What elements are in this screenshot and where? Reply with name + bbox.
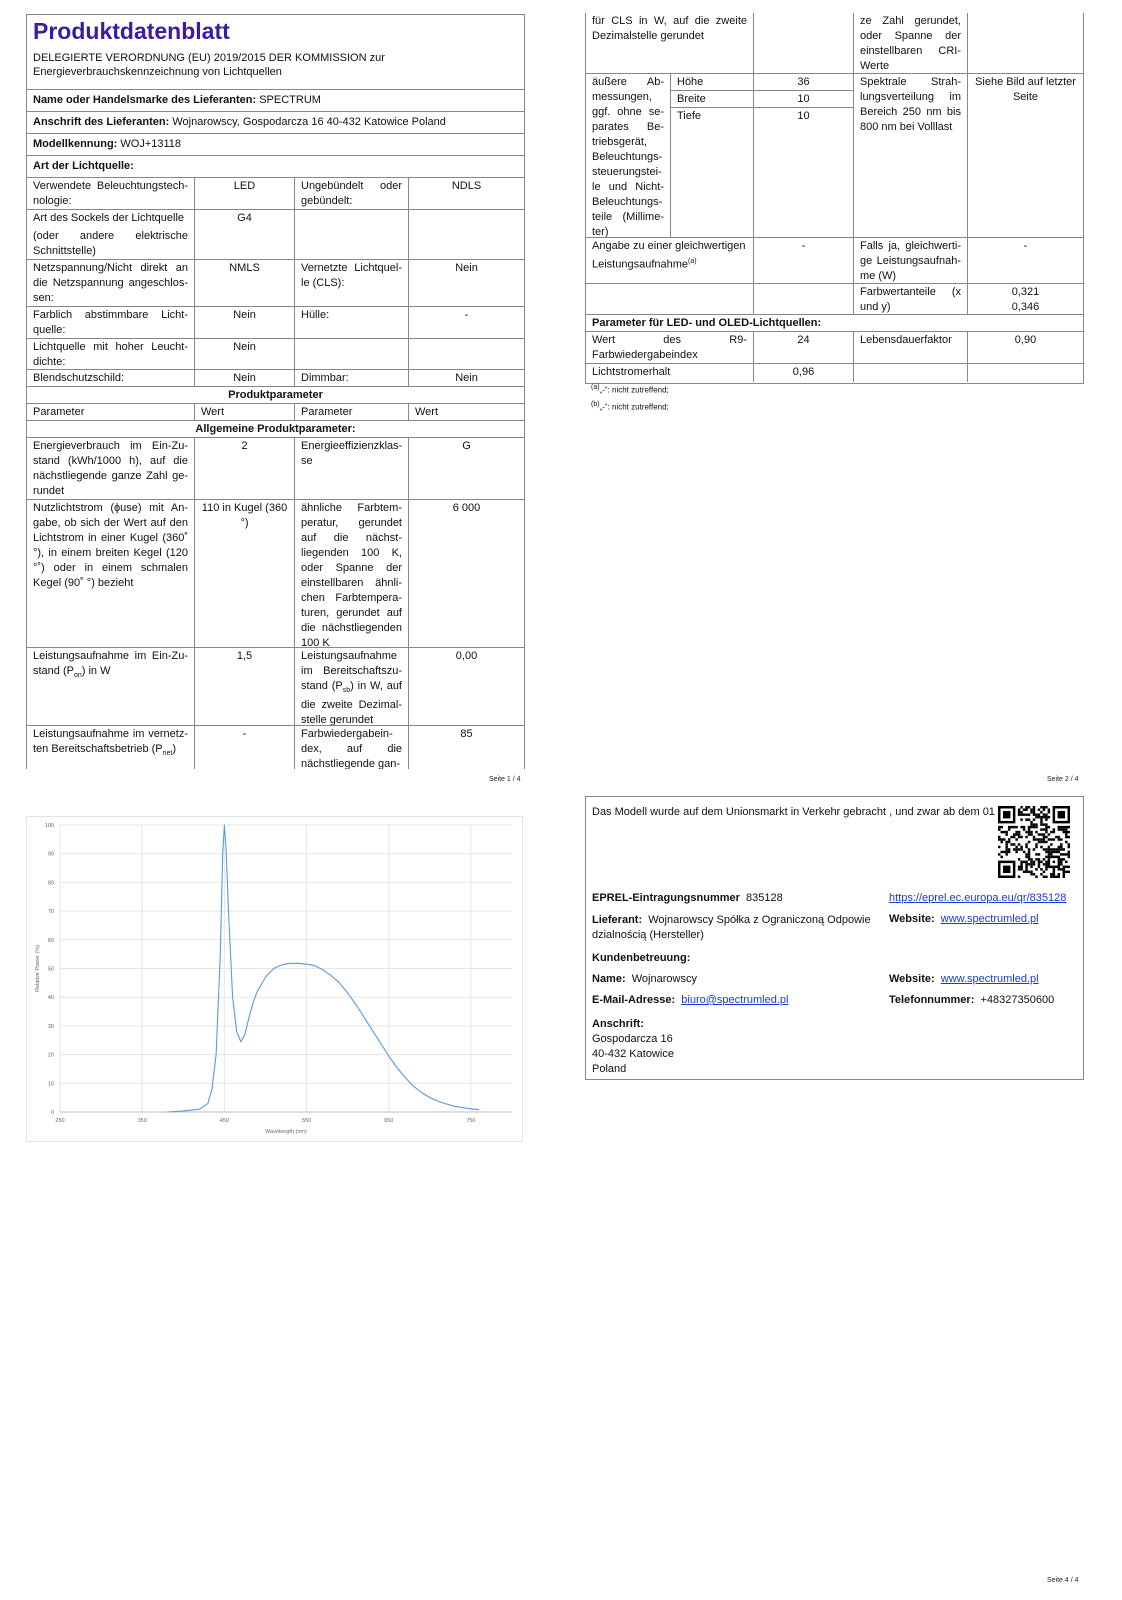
empty-cell (586, 284, 754, 315)
energy-label: Energieverbrauch im Ein-Zustand (kWh/1000 h), auf die nächstliegende ganze Zahl gerundet (27, 438, 195, 500)
maint-value: 0,96 (754, 364, 854, 382)
qr-code-icon[interactable] (998, 806, 1070, 878)
eprel-url[interactable]: https://eprel.ec.europa.eu/qr/835128 (889, 892, 1067, 904)
pon-sub: on (73, 672, 82, 680)
energy-value: 2 (195, 438, 295, 500)
footnote-a (591, 384, 669, 395)
equiv-value: - (754, 238, 854, 284)
name-label: Name: (592, 973, 626, 985)
cont-left: für CLS in W, auf die zweite Dezimalstelle gerundet (586, 13, 754, 74)
model-row (27, 134, 524, 156)
equiv-sup: (a) (688, 258, 697, 265)
maint-label: Lichtstromerhalt (586, 364, 754, 382)
socket-sub-text: (oder andere elektrische Schnittstelle) (33, 230, 188, 257)
y-tick-label: 10 (47, 1081, 54, 1088)
col-value: Wert (195, 404, 295, 421)
page-number-4: Seite 4 / 4 (1047, 1577, 1079, 1584)
flux-value: 110 in Kugel (360 °) (195, 500, 295, 648)
email-link[interactable]: biuro@spectrumled.pl (681, 994, 789, 1006)
depth-label: Tiefe (671, 108, 754, 238)
psb-label (295, 648, 409, 726)
spectrum-chart-frame (26, 816, 523, 1142)
supplier-address: Wojnarowscy, Gospodarcza 16 40-432 Katowice Poland (172, 116, 446, 128)
pon-label-a: Leistungsaufnahme im Ein-Zustand (P (33, 650, 188, 677)
empty-cell (754, 13, 854, 74)
x-tick-label: 550 (301, 1118, 312, 1124)
name-value: Wojnarowscy (631, 973, 697, 985)
supplier-name-label: Name oder Handelsmarke des Lieferanten: (33, 94, 257, 106)
psb-label-b: ) in W, auf die zweite Dezimalstelle gerundet (301, 680, 402, 726)
email-line (592, 994, 788, 1006)
empty-cell (968, 364, 1083, 382)
col-value2: Wert (409, 404, 524, 421)
website2-link[interactable]: www.spectrumled.pl (940, 973, 1039, 985)
chroma-y: 0,346 (1011, 301, 1040, 313)
website-line (889, 913, 1039, 925)
tunable-value: Nein (195, 307, 295, 339)
socket-label (27, 210, 195, 260)
depth-value: 10 (754, 108, 854, 238)
footnote-a-mark: (a) (591, 384, 600, 391)
psb-label-a: Leistungsaufnahme im Bereitschaftszustand (P (301, 650, 402, 692)
cri-label: Farbwiedergabeindex, auf die nächstliegende gan- (295, 726, 409, 769)
spectral-label: Spektrale Strahlungsverteilung im Bereich 250 nm bis 800 nm bei Volllast (854, 74, 968, 238)
general-heading: Allgemeine Produktparameter: (27, 421, 524, 438)
psb-sub: sb (342, 687, 351, 695)
page-title: Produktdatenblatt (33, 18, 230, 44)
r9-label: Wert des R9-Farbwiedergabeindex (586, 332, 754, 364)
website2-line (889, 973, 1039, 985)
empty-cell (854, 364, 968, 382)
empty-cell (968, 13, 1083, 74)
page2-table (585, 13, 1084, 384)
x-axis-label: Wavelength (nm) (265, 1129, 307, 1135)
x-tick-label: 450 (219, 1118, 229, 1124)
x-tick-label: 650 (384, 1118, 394, 1124)
equiv2-value: - (968, 238, 1083, 284)
empty-cell (295, 339, 409, 370)
phone-label: Telefonnummer: (889, 994, 975, 1006)
mains-value: NMLS (195, 260, 295, 307)
col-param: Parameter (27, 404, 195, 421)
eclass-value: G (409, 438, 524, 500)
equiv-label-text: Angabe zu einer gleichwertigen Leistungsaufnahme (592, 240, 746, 271)
dimmable-label: Dimmbar: (295, 370, 409, 387)
footnote-a-text: „-“: nicht zutreffend; (599, 385, 669, 395)
footnote-b (591, 401, 669, 412)
address-label: Anschrift: (592, 1018, 644, 1030)
cls-label: Vernetzte Lichtquelle (CLS): (295, 260, 409, 307)
cct-value: 6 000 (409, 500, 524, 648)
pnet-label-a: Leistungsaufnahme im vernetzten Bereitschaftsbetrieb (P (33, 728, 188, 755)
supplier-name: SPECTRUM (259, 94, 321, 106)
regulation-text: DELEGIERTE VERORDNUNG (EU) 2019/2015 DER KOMMISSION zur Energieverbrauchskennzeichnung von Lichtquellen (33, 52, 385, 78)
website2-label: Website: (889, 973, 935, 985)
params-heading: Produktparameter (27, 387, 524, 404)
y-tick-label: 90 (47, 851, 54, 858)
eprel-link[interactable] (889, 892, 1066, 904)
page-number-2: Seite 2 / 4 (1047, 776, 1079, 783)
cont-right: ze Zahl gerundet, oder Spanne der einstellbaren CRI-Werte (854, 13, 968, 74)
cls-value: Nein (409, 260, 524, 307)
y-tick-label: 80 (47, 880, 54, 887)
spectral-value: Siehe Bild auf letzter Seite (968, 74, 1083, 238)
address-line3: Poland (592, 1063, 627, 1075)
high-lum-label: Lichtquelle mit hoher Leuchtdichte: (27, 339, 195, 370)
y-tick-label: 50 (47, 966, 54, 973)
eprel-number: 835128 (746, 892, 783, 904)
empty-cell (754, 284, 854, 315)
website-link[interactable]: www.spectrumled.pl (940, 913, 1039, 925)
type-heading: Art der Lichtquelle: (27, 156, 524, 178)
phone-value: +48327350600 (980, 994, 1055, 1006)
width-label: Breite (671, 91, 754, 108)
empty-cell (409, 339, 524, 370)
address-line2: 40-432 Katowice (592, 1048, 674, 1060)
r9-value: 24 (754, 332, 854, 364)
socket-label-text: Art des Sockels der Lichtquelle (33, 212, 185, 224)
col-param2: Parameter (295, 404, 409, 421)
led-heading: Parameter für LED- und OLED-Lichtquellen: (586, 315, 1083, 332)
address-block (592, 1017, 674, 1077)
height-label: Höhe (671, 74, 754, 91)
phone-line (889, 994, 1054, 1006)
service-heading: Kundenbetreuung: (592, 952, 691, 964)
mains-label: Netzspannung/Nicht direkt an die Netzspannung angeschlossen: (27, 260, 195, 307)
y-tick-label: 0 (50, 1110, 54, 1116)
y-tick-label: 60 (47, 937, 54, 944)
page1-table (26, 14, 525, 769)
website-label: Website: (889, 913, 935, 925)
eprel-line (592, 892, 783, 904)
pnet-sub: net (162, 750, 173, 758)
eclass-label: Energieeffizienzklasse (295, 438, 409, 500)
x-tick-label: 350 (137, 1118, 147, 1124)
market-text: Das Modell wurde auf dem Unionsmarkt in Verkehr gebracht , und zwar ab dem 01 (592, 806, 995, 818)
bundled-value: NDLS (409, 178, 524, 210)
psb-value: 0,00 (409, 648, 524, 726)
dimmable-value: Nein (409, 370, 524, 387)
footnote-b-text: „-“: nicht zutreffend; (599, 402, 669, 412)
y-tick-label: 70 (47, 909, 54, 916)
dims-label: äußere Abmessungen, ggf. ohne separates Betriebsgerät, Beleuchtungssteuerungsteile und Nicht-Beleuchtungsteile (Millimeter) (586, 74, 671, 238)
chroma-x: 0,321 (1011, 286, 1040, 298)
supplier-address-label: Anschrift des Lieferanten: (33, 116, 170, 128)
eprel-label: EPREL-Eintragungsnummer (592, 892, 740, 904)
page-number-1: Seite 1 / 4 (489, 776, 521, 783)
equiv-label (586, 238, 754, 284)
empty-cell (295, 210, 409, 260)
y-tick-label: 20 (47, 1052, 54, 1059)
pnet-label-b: ) (172, 743, 177, 755)
x-tick-label: 250 (55, 1118, 65, 1124)
name-line (592, 973, 697, 985)
x-tick-label: 750 (466, 1118, 476, 1124)
supplier-address-row (27, 112, 524, 134)
pon-label (27, 648, 195, 726)
model-label: Modellkennung: (33, 138, 118, 150)
cri-value: 85 (460, 728, 473, 740)
glare-value: Nein (195, 370, 295, 387)
envelope-label: Hülle: (295, 307, 409, 339)
height-value: 36 (754, 74, 854, 91)
envelope-value: - (409, 307, 524, 339)
bundled-label: Ungebündelt oder gebündelt: (295, 178, 409, 210)
y-tick-label: 30 (47, 1023, 54, 1030)
width-value: 10 (754, 91, 854, 108)
tunable-label: Farblich abstimmbare Lichtquelle: (27, 307, 195, 339)
life-label: Lebensdauerfaktor (854, 332, 968, 364)
email-label: E-Mail-Adresse: (592, 994, 676, 1006)
socket-value: G4 (195, 210, 295, 260)
supplier-name-row (27, 90, 524, 112)
high-lum-value: Nein (195, 339, 295, 370)
page4-box (585, 796, 1084, 1080)
model-id: WOJ+13118 (120, 138, 182, 150)
title-row (27, 15, 524, 90)
supplier-line (592, 913, 877, 943)
life-value: 0,90 (968, 332, 1083, 364)
equiv2-label: Falls ja, gleichwertige Leistungsaufnahme (W) (854, 238, 968, 284)
glare-label: Blendschutzschild: (27, 370, 195, 387)
address-line1: Gospodarcza 16 (592, 1033, 673, 1045)
empty-cell (409, 210, 524, 260)
y-axis-label: Relative Power (%) (35, 944, 41, 993)
y-tick-label: 100 (44, 823, 54, 829)
y-tick-label: 40 (47, 995, 54, 1002)
supplier-label: Lieferant: (592, 914, 643, 926)
spectrum-chart (27, 817, 522, 1141)
flux-label: Nutzlichtstrom (ϕuse) mit Angabe, ob sich der Wert auf den Lichtstrom in einer Kugel (360˚ °), in einem breiten Kegel (120 °˚) oder in einem schmalen Kegel (90˚ °) bezieht (27, 500, 195, 648)
pnet-label (27, 726, 195, 769)
footnote-b-mark: (b) (591, 401, 600, 408)
cct-label: ähnliche Farbtemperatur, gerundet auf die nächstliegenden 100 K, oder Spanne der einstellbaren ähnlichen Farbtemperaturen, gerundet auf die nächstliegenden 100 K (295, 500, 409, 648)
pon-value: 1,5 (195, 648, 295, 726)
supplier-value: Wojnarowscy Spółka z Ograniczoną Odpowie dzialnością (Hersteller) (592, 914, 871, 941)
chroma-value (968, 284, 1083, 315)
chroma-label: Farbwertanteile (x und y) (854, 284, 968, 315)
technology-label: Verwendete Beleuchtungstechnologie: (27, 178, 195, 210)
pon-label-b: ) in W (81, 665, 111, 677)
technology-value: LED (195, 178, 295, 210)
pnet-value: - (195, 726, 295, 769)
